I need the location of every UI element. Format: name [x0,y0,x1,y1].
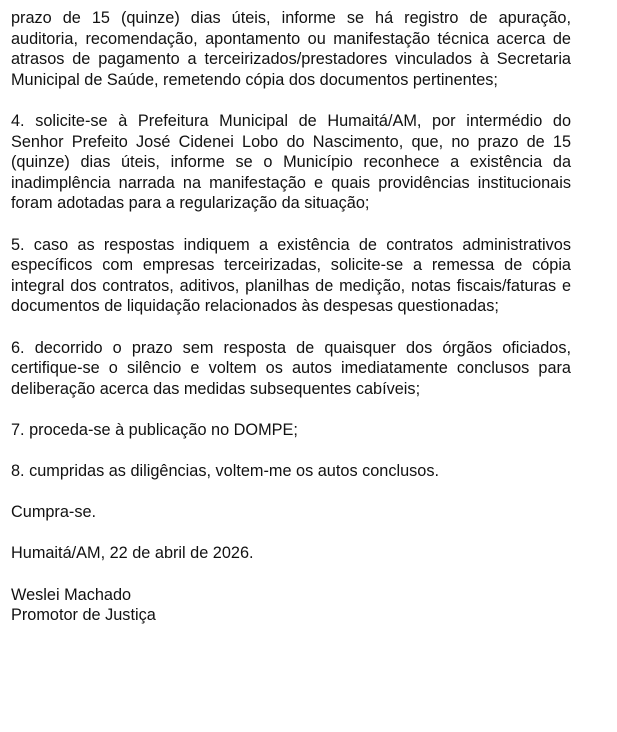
signature-block [11,585,571,626]
paragraph-item-5: 5. caso as respostas indiquem a existência de contratos administrativos específicos com empresas terceirizadas, solicite-se a remessa de cópia integral dos contratos, aditivos, planilhas de medição, notas fiscais/faturas e documentos de liquidação relacionados às despesas questionadas; [11,235,571,316]
paragraph-item-7: 7. proceda-se à publicação no DOMPE; [11,420,298,439]
closing-cumpra-se: Cumpra-se. [11,503,97,522]
place-and-date: Humaitá/AM, 22 de abril de 2026. [11,544,254,563]
paragraph-item-6: 6. decorrido o prazo sem resposta de quaisquer dos órgãos oficiados, certifique-se o silêncio e voltem os autos imediatamente conclusos para deliberação acerca das medidas subsequentes cabíveis; [11,338,571,398]
signer-name: Weslei Machado [11,585,132,604]
paragraph-item-4: 4. solicite-se à Prefeitura Municipal de Humaitá/AM, por intermédio do Senhor Prefeito José Cidenei Lobo do Nascimento, que, no prazo de 15 (quinze) dias úteis, informe se o Município reconhece a existência da inadimplência narrada na manifestação e quais providências institucionais foram adotadas para a regularização da situação; [11,111,571,213]
paragraph-item-8: 8. cumpridas as diligências, voltem-me os autos conclusos. [11,462,440,481]
paragraph-item-3-continuation: prazo de 15 (quinze) dias úteis, informe se há registro de apuração, auditoria, recomendação, apontamento ou manifestação técnica acerca de atrasos de pagamento a terceirizados/prestadores vinculados à Secretaria Municipal de Saúde, remetendo cópia dos documentos pertinentes; [11,9,571,89]
signer-title: Promotor de Justiça [11,606,156,625]
